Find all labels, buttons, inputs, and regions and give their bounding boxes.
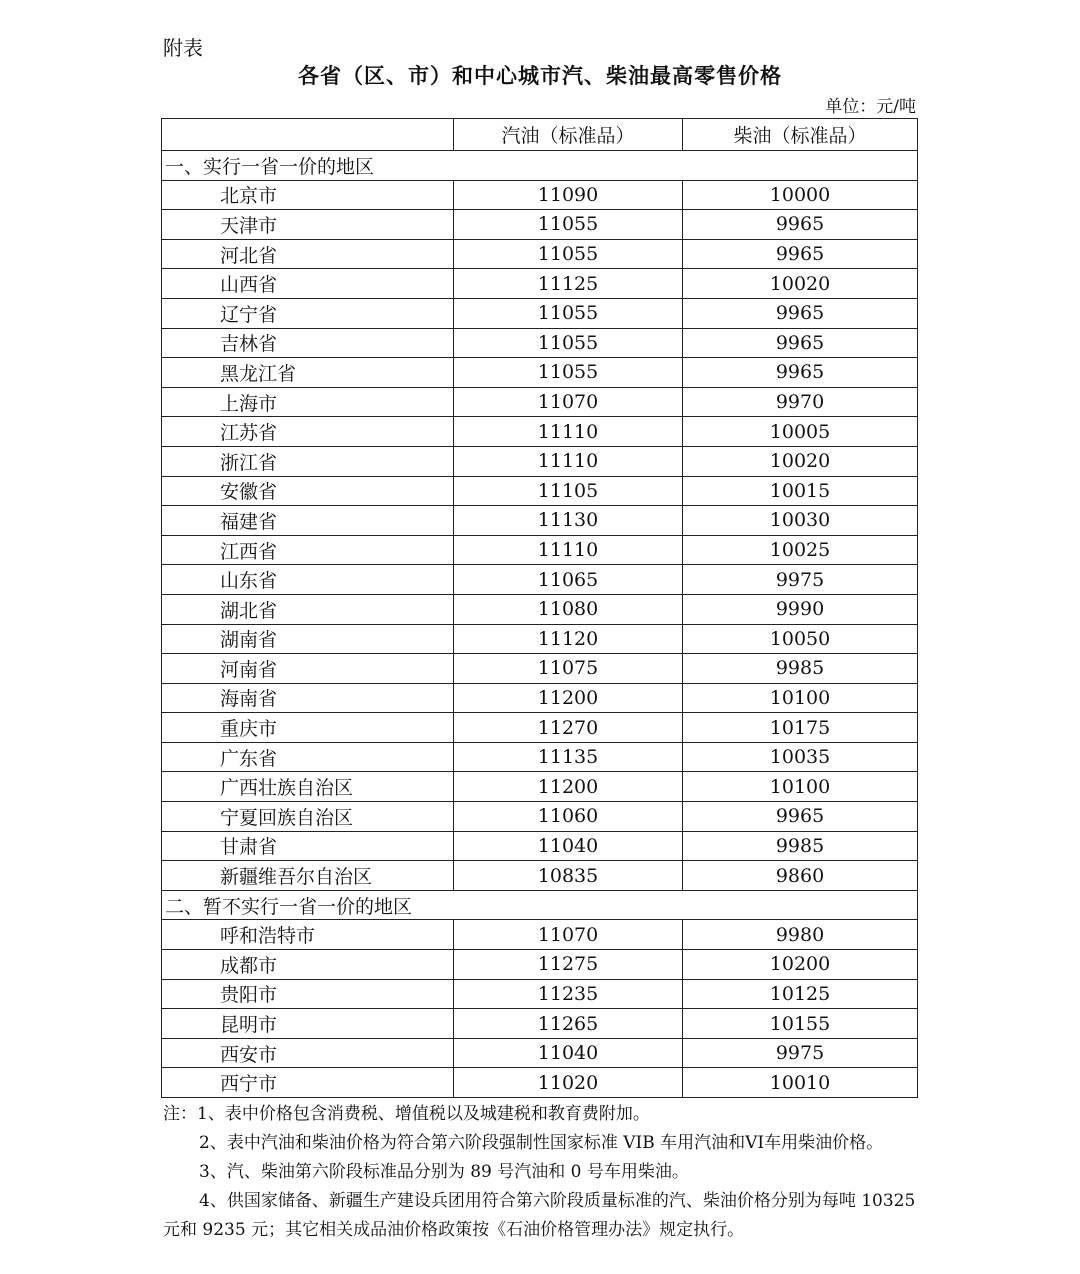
diesel-price-cell: 9965 (683, 239, 918, 269)
region-name-cell: 新疆维吾尔自治区 (162, 861, 454, 891)
table-row (162, 506, 918, 536)
header-region (162, 119, 454, 151)
region-name-cell: 西安市 (162, 1038, 454, 1068)
gasoline-price-cell: 11055 (454, 328, 683, 358)
gasoline-price-cell: 11070 (454, 920, 683, 950)
diesel-price-cell: 10175 (683, 713, 918, 743)
region-name-cell: 呼和浩特市 (162, 920, 454, 950)
notes-section (163, 1100, 919, 1245)
attachment-label: 附表 (163, 36, 203, 60)
diesel-price-cell: 9965 (683, 298, 918, 328)
diesel-price-cell: 9970 (683, 387, 918, 417)
gasoline-price-cell: 11270 (454, 713, 683, 743)
diesel-price-cell: 9965 (683, 358, 918, 388)
table-row (162, 269, 918, 299)
diesel-price-cell: 10030 (683, 506, 918, 536)
table-row (162, 1038, 918, 1068)
diesel-price-cell: 10050 (683, 624, 918, 654)
table-row (162, 535, 918, 565)
region-name-cell: 浙江省 (162, 446, 454, 476)
section-row (162, 890, 918, 920)
region-name-cell: 昆明市 (162, 1009, 454, 1039)
note-4: 4、供国家储备、新疆生产建设兵团用符合第六阶段质量标准的汽、柴油价格分别为每吨 10325 元和 9235 元；其它相关成品油价格政策按《石油价格管理办法》规定执行。 (163, 1191, 916, 1240)
region-name-cell: 成都市 (162, 950, 454, 980)
gasoline-price-cell: 11060 (454, 802, 683, 832)
gasoline-price-cell: 11200 (454, 772, 683, 802)
region-name-cell: 山东省 (162, 565, 454, 595)
diesel-price-cell: 10035 (683, 742, 918, 772)
header-diesel: 柴油（标准品） (683, 119, 918, 151)
diesel-price-cell: 10125 (683, 979, 918, 1009)
table-row (162, 1009, 918, 1039)
diesel-price-cell: 10155 (683, 1009, 918, 1039)
table-row (162, 328, 918, 358)
table-row (162, 594, 918, 624)
table-row (162, 950, 918, 980)
gasoline-price-cell: 11200 (454, 683, 683, 713)
diesel-price-cell: 10000 (683, 180, 918, 210)
price-table (161, 118, 918, 1098)
gasoline-price-cell: 11070 (454, 387, 683, 417)
gasoline-price-cell: 11055 (454, 210, 683, 240)
diesel-price-cell: 10025 (683, 535, 918, 565)
table-row (162, 802, 918, 832)
table-row (162, 683, 918, 713)
section-title: 二、暂不实行一省一价的地区 (162, 890, 918, 920)
gasoline-price-cell: 11130 (454, 506, 683, 536)
diesel-price-cell: 9985 (683, 831, 918, 861)
gasoline-price-cell: 11055 (454, 239, 683, 269)
gasoline-price-cell: 11065 (454, 565, 683, 595)
gasoline-price-cell: 11135 (454, 742, 683, 772)
region-name-cell: 贵阳市 (162, 979, 454, 1009)
gasoline-price-cell: 11105 (454, 476, 683, 506)
region-name-cell: 甘肃省 (162, 831, 454, 861)
region-name-cell: 江西省 (162, 535, 454, 565)
diesel-price-cell: 10200 (683, 950, 918, 980)
gasoline-price-cell: 11020 (454, 1068, 683, 1098)
region-name-cell: 重庆市 (162, 713, 454, 743)
gasoline-price-cell: 11275 (454, 950, 683, 980)
region-name-cell: 宁夏回族自治区 (162, 802, 454, 832)
region-name-cell: 上海市 (162, 387, 454, 417)
diesel-price-cell: 9965 (683, 210, 918, 240)
gasoline-price-cell: 11110 (454, 535, 683, 565)
region-name-cell: 吉林省 (162, 328, 454, 358)
note-1: 注：1、表中价格包含消费税、增值税以及城建税和教育费附加。 (163, 1104, 650, 1124)
gasoline-price-cell: 11040 (454, 831, 683, 861)
document-title: 各省（区、市）和中心城市汽、柴油最高零售价格 (298, 64, 782, 88)
gasoline-price-cell: 10835 (454, 861, 683, 891)
region-name-cell: 河南省 (162, 654, 454, 684)
table-row (162, 298, 918, 328)
table-row (162, 446, 918, 476)
region-name-cell: 黑龙江省 (162, 358, 454, 388)
region-name-cell: 湖南省 (162, 624, 454, 654)
table-row (162, 565, 918, 595)
region-name-cell: 福建省 (162, 506, 454, 536)
note-3: 3、汽、柴油第六阶段标准品分别为 89 号汽油和 0 号车用柴油。 (199, 1162, 689, 1182)
table-row (162, 358, 918, 388)
gasoline-price-cell: 11110 (454, 446, 683, 476)
diesel-price-cell: 10100 (683, 772, 918, 802)
diesel-price-cell: 9980 (683, 920, 918, 950)
table-row (162, 239, 918, 269)
table-row (162, 210, 918, 240)
diesel-price-cell: 10005 (683, 417, 918, 447)
section-row (162, 151, 918, 181)
table-row (162, 920, 918, 950)
table-row (162, 861, 918, 891)
unit-label: 单位：元/吨 (825, 97, 916, 117)
table-body (162, 151, 918, 1098)
table-row (162, 387, 918, 417)
note-2: 2、表中汽油和柴油价格为符合第六阶段强制性国家标准 VIB 车用汽油和VI车用柴油价格。 (199, 1133, 884, 1153)
region-name-cell: 河北省 (162, 239, 454, 269)
gasoline-price-cell: 11080 (454, 594, 683, 624)
gasoline-price-cell: 11055 (454, 298, 683, 328)
region-name-cell: 广东省 (162, 742, 454, 772)
gasoline-price-cell: 11075 (454, 654, 683, 684)
diesel-price-cell: 10020 (683, 446, 918, 476)
diesel-price-cell: 10010 (683, 1068, 918, 1098)
diesel-price-cell: 9965 (683, 328, 918, 358)
table-row (162, 1068, 918, 1098)
region-name-cell: 西宁市 (162, 1068, 454, 1098)
table-row (162, 654, 918, 684)
diesel-price-cell: 10020 (683, 269, 918, 299)
diesel-price-cell: 9975 (683, 1038, 918, 1068)
table-row (162, 742, 918, 772)
region-name-cell: 江苏省 (162, 417, 454, 447)
region-name-cell: 海南省 (162, 683, 454, 713)
table-row (162, 624, 918, 654)
region-name-cell: 安徽省 (162, 476, 454, 506)
region-name-cell: 广西壮族自治区 (162, 772, 454, 802)
diesel-price-cell: 9975 (683, 565, 918, 595)
region-name-cell: 湖北省 (162, 594, 454, 624)
table-header-row (162, 119, 918, 151)
gasoline-price-cell: 11090 (454, 180, 683, 210)
table-row (162, 476, 918, 506)
gasoline-price-cell: 11110 (454, 417, 683, 447)
region-name-cell: 天津市 (162, 210, 454, 240)
section-title: 一、实行一省一价的地区 (162, 151, 918, 181)
table-row (162, 180, 918, 210)
table-row (162, 831, 918, 861)
gasoline-price-cell: 11055 (454, 358, 683, 388)
region-name-cell: 山西省 (162, 269, 454, 299)
gasoline-price-cell: 11120 (454, 624, 683, 654)
table-row (162, 713, 918, 743)
table-row (162, 772, 918, 802)
gasoline-price-cell: 11040 (454, 1038, 683, 1068)
region-name-cell: 北京市 (162, 180, 454, 210)
diesel-price-cell: 9965 (683, 802, 918, 832)
diesel-price-cell: 10015 (683, 476, 918, 506)
diesel-price-cell: 9860 (683, 861, 918, 891)
diesel-price-cell: 9990 (683, 594, 918, 624)
diesel-price-cell: 9985 (683, 654, 918, 684)
gasoline-price-cell: 11235 (454, 979, 683, 1009)
gasoline-price-cell: 11125 (454, 269, 683, 299)
table-row (162, 417, 918, 447)
table-row (162, 979, 918, 1009)
region-name-cell: 辽宁省 (162, 298, 454, 328)
diesel-price-cell: 10100 (683, 683, 918, 713)
header-gasoline: 汽油（标准品） (454, 119, 683, 151)
gasoline-price-cell: 11265 (454, 1009, 683, 1039)
